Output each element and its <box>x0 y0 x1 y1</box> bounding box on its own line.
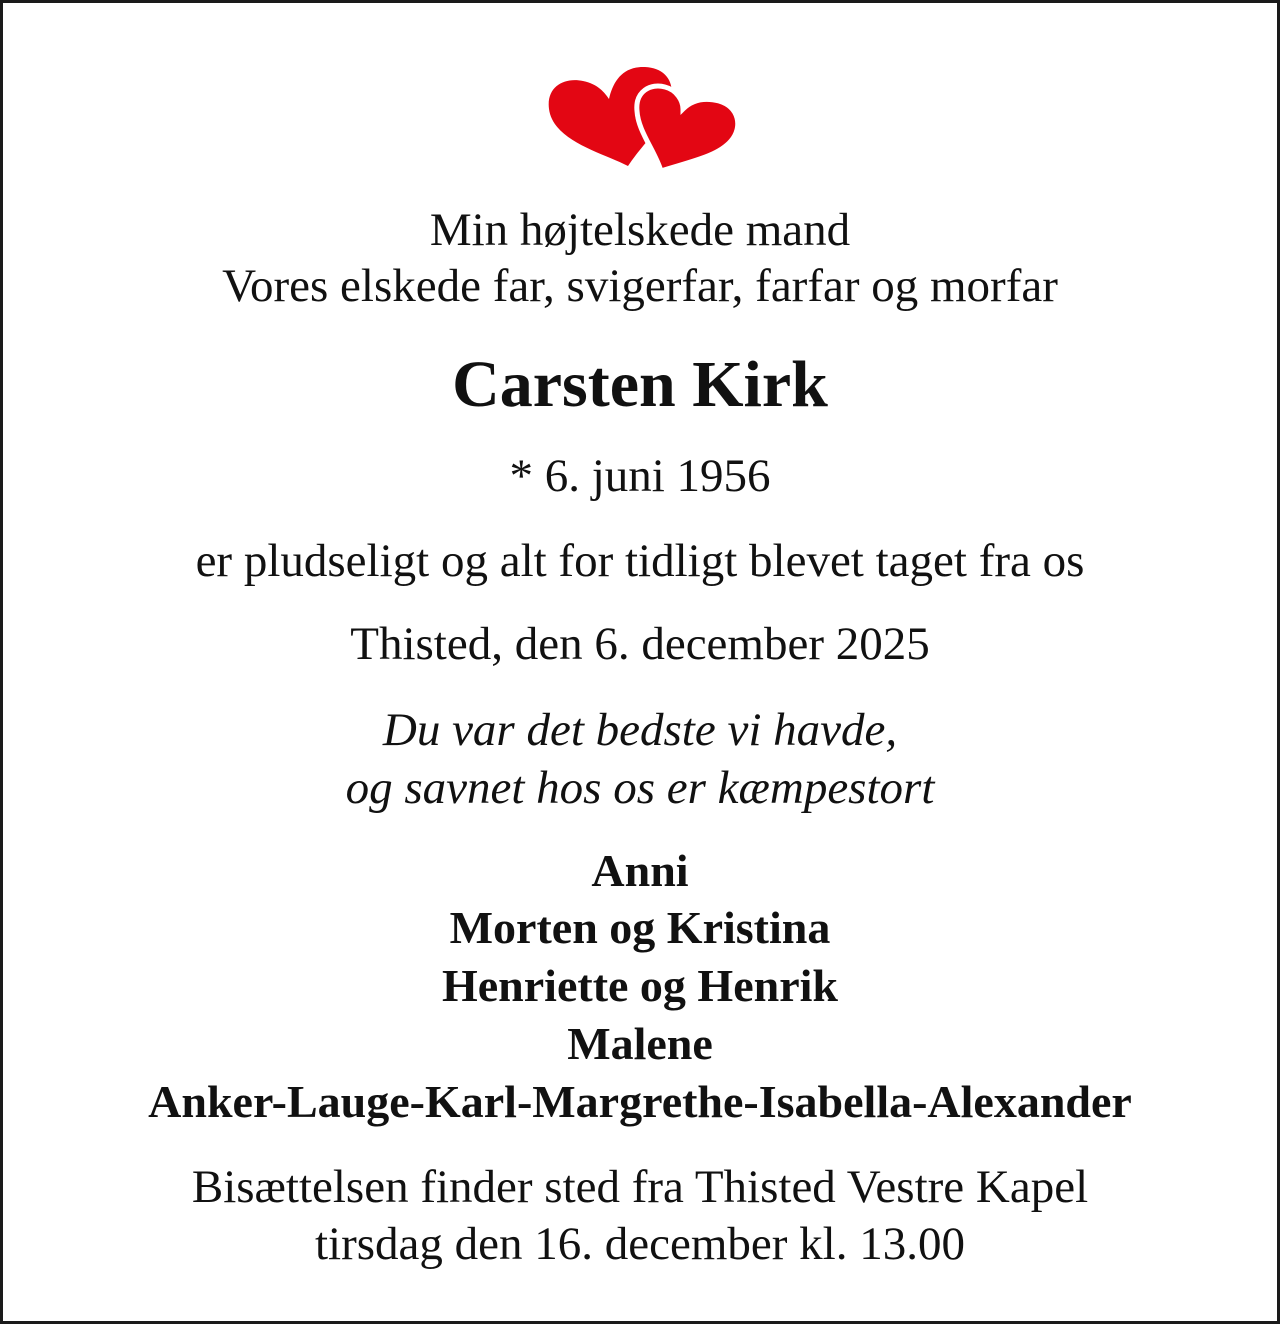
verse-line-2: og savnet hos os er kæmpestort <box>345 762 935 814</box>
intro-line-1: Min højtelskede mand <box>429 204 851 256</box>
intro-line-2: Vores elskede far, svigerfar, farfar og morfar <box>222 260 1058 312</box>
place-date: Thisted, den 6. december 2025 <box>350 618 930 670</box>
family-member: Morten og Kristina <box>449 902 831 953</box>
family-member: Malene <box>567 1018 713 1069</box>
family-member: Henriette og Henrik <box>441 960 838 1011</box>
family-member: Anni <box>591 845 689 896</box>
two-hearts-icon <box>543 61 743 176</box>
funeral-line-2: tirsdag den 16. december kl. 13.00 <box>315 1218 965 1270</box>
funeral-line-1: Bisættelsen finder sted fra Thisted Vestre Kapel <box>191 1161 1089 1213</box>
family-member: Anker-Lauge-Karl-Margrethe-Isabella-Alexander <box>148 1076 1132 1127</box>
message: er pludseligt og alt for tidligt blevet taget fra os <box>195 535 1085 587</box>
verse-line-1: Du var det bedste vi havde, <box>382 704 898 756</box>
deceased-name: Carsten Kirk <box>452 348 828 421</box>
birth-date: * 6. juni 1956 <box>509 450 771 502</box>
